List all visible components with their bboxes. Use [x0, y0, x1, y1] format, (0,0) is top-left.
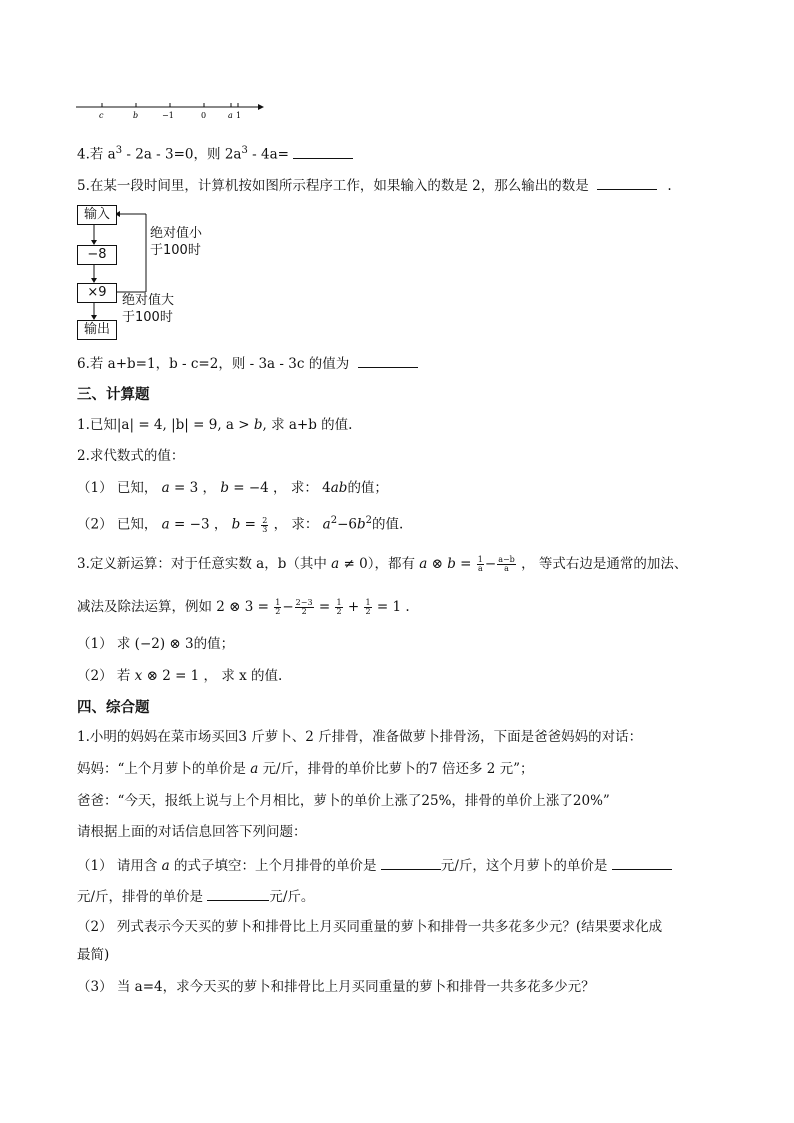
- flow-note-less-than: 绝对值小 于100时: [150, 226, 203, 258]
- numberline-label-1: 1: [236, 111, 242, 120]
- answer-blank-radish-this-month[interactable]: [612, 855, 672, 870]
- section-3-heading: 三、计算题: [77, 387, 150, 403]
- answer-blank-q5[interactable]: [597, 175, 657, 190]
- comp-question-1-part-1-line-2: 元/斤，排骨的单价是 元/斤。: [77, 886, 314, 906]
- comp-question-1-part-3: （3） 当 a=4，求今天买的萝卜和排骨比上月买同重量的萝卜和排骨一共多花多少元？: [77, 979, 595, 995]
- numberline-label-b: b: [133, 111, 139, 120]
- answer-blank-rib-this-month[interactable]: [207, 886, 269, 901]
- comp-question-1-part-1-line-1: （1） 请用含 a 的式子填空：上个月排骨的单价是 元/斤，这个月萝卜的单价是: [77, 855, 672, 875]
- question-4: 4.若 $a^3 - 2a - 3=0$，则 $2a^3 - 4a=$: [77, 142, 353, 164]
- comp-question-1-intro: 1.小明的妈妈在菜市场买回3 斤萝卜、2 斤排骨，准备做萝卜排骨汤，下面是爸爸妈妈的对话：: [77, 729, 643, 745]
- calc-question-3-part-1: （1） 求 (−2) ⊗ 3的值；: [77, 636, 235, 652]
- section-4-heading: 四、综合题: [77, 700, 150, 716]
- numberline-label-0: 0: [201, 111, 207, 120]
- flow-output-box: 输出: [77, 320, 117, 340]
- calc-question-3-part-2: （2） 若 x ⊗ 2 = 1 ， 求 x 的值.: [77, 668, 283, 684]
- flow-times9-box: ×9: [77, 283, 117, 303]
- numberline-label-c: c: [99, 111, 104, 120]
- calc-question-2-title: 2.求代数式的值：: [77, 448, 185, 464]
- answer-blank-q4[interactable]: [293, 144, 353, 159]
- answer-blank-rib-last-month[interactable]: [381, 855, 441, 870]
- comp-question-1-ask: 请根据上面的对话信息回答下列问题：: [77, 824, 307, 840]
- calc-question-2-part-1: （1） 已知， a = 3 ， b = −4 ， 求： 4ab的值；: [77, 480, 388, 496]
- calc-question-2-part-2: （2） 已知， a = −3 ， b = $\frac{2}{3}$ ， 求： $a^2-6b^2$的值.: [77, 515, 404, 534]
- flow-minus8-box: −8: [77, 245, 117, 265]
- question-5: 5.在某一段时间里，计算机按如图所示程序工作，如果输入的数是 2，那么输出的数是 .: [77, 175, 672, 195]
- calc-question-1: 1.已知|a| = 4, |b| = 9, a > b, 求 a+b 的值.: [77, 417, 353, 433]
- number-line: [74, 96, 264, 122]
- comp-question-1-mom: 妈妈：“上个月萝卜的单价是 a 元/斤，排骨的单价比萝卜的7 倍还多 2 元”；: [77, 761, 534, 777]
- comp-question-1-part-2-line-2: 最简): [77, 947, 110, 963]
- flow-note-greater-than: 绝对值大 于100时: [122, 293, 175, 325]
- comp-question-1-dad: 爸爸：“今天，报纸上说与上个月相比，萝卜的单价上涨了25%，排骨的单价上涨了20%”: [77, 793, 610, 809]
- question-6: 6.若 a+b=1，b - c=2，则 - 3a - 3c 的值为: [77, 353, 418, 373]
- answer-blank-q6[interactable]: [358, 353, 418, 368]
- comp-question-1-part-2-line-1: （2） 列式表示今天买的萝卜和排骨比上月买同重量的萝卜和排骨一共多花多少元？(结果要求化成: [77, 919, 663, 935]
- flow-input-box: 输入: [77, 205, 117, 225]
- numberline-label-neg1: −1: [162, 111, 174, 120]
- fraction-two-thirds: $\frac{2}{3}$: [262, 515, 268, 534]
- calc-question-3-line-1: 3.定义新运算：对于任意实数 a，b（其中 a ≠ 0），都有 a ⊗ b = $\frac{1}{a}$ − $\frac{a-b}{a}$ ， 等式右边是通常的加法、: [77, 555, 688, 573]
- calc-question-3-line-2: 减法及除法运算，例如 2 ⊗ 3 = $\frac{1}{2}$ − $\frac{2-3}{2}$ = $\frac{1}{2}$ + $\frac{1}{2}$ = 1 .: [77, 598, 410, 616]
- numberline-label-a: a: [228, 111, 233, 120]
